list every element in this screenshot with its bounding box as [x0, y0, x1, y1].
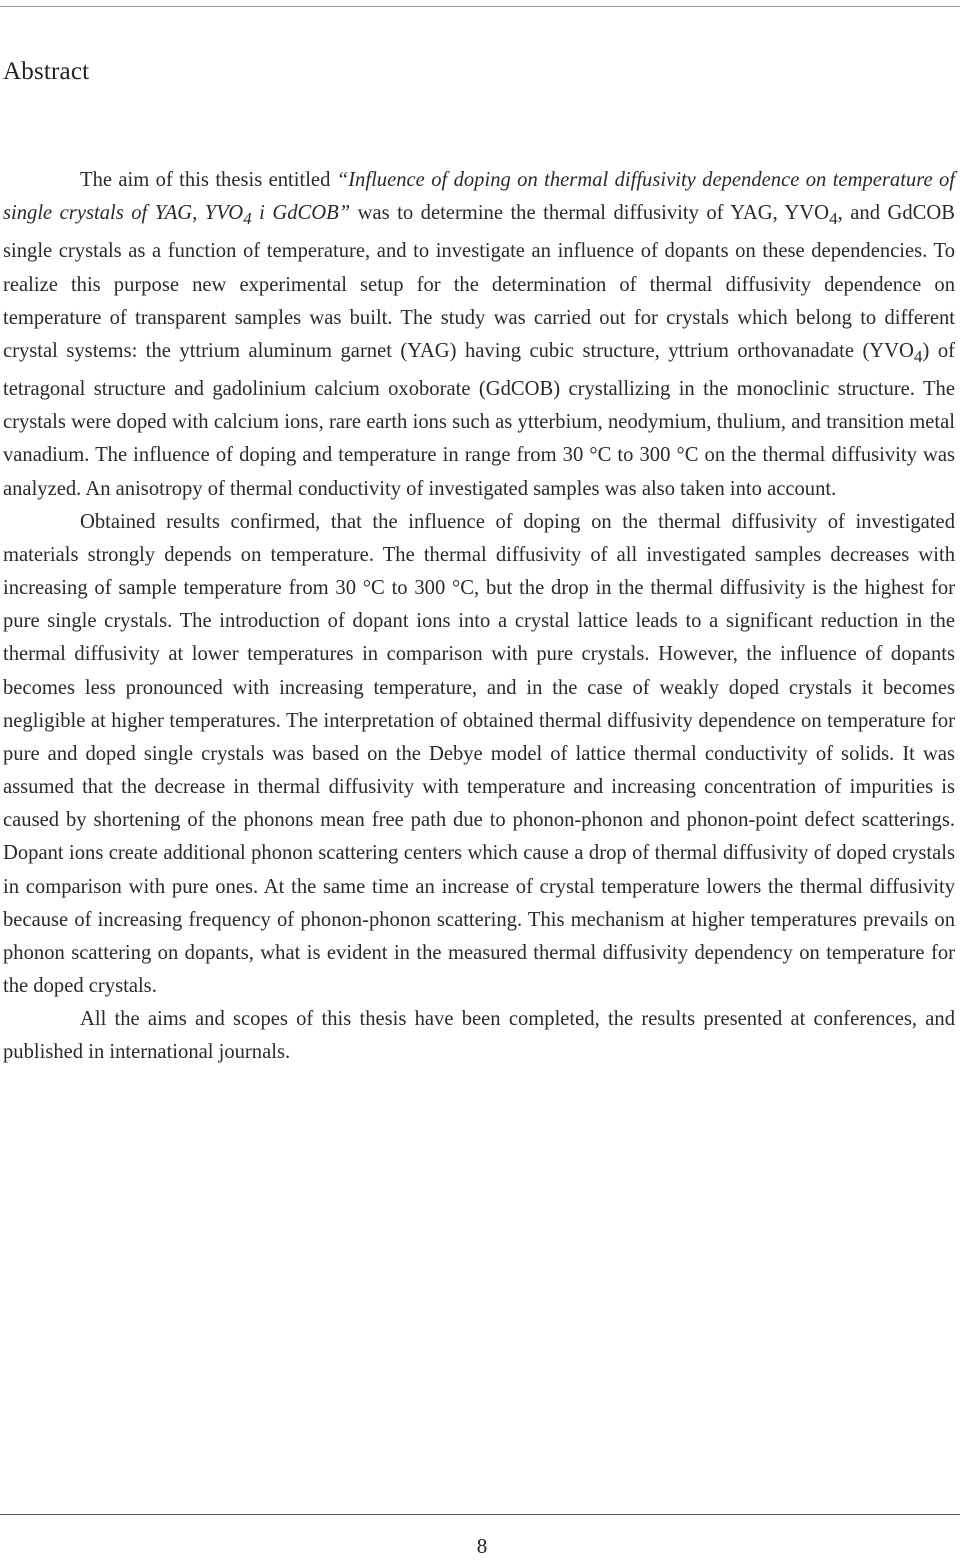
- abstract-paragraph-2: Obtained results confirmed, that the influence of doping on the thermal diffusivity of investigated materials strongly depends on temperature. The thermal diffusivity of all investigated samples decreases with increasing of sample temperature from 30 °C to 300 °C, but the drop in the thermal diffusivity is the highest for pure single crystals. The introduction of dopant ions into a crystal lattice leads to a significant reduction in the thermal diffusivity at lower temperatures in comparison with pure crystals. However, the influence of dopants becomes less pronounced with increasing temperature, and in the case of weakly doped crystals it becomes negligible at higher temperatures. The interpretation of obtained thermal diffusivity dependence on temperature for pure and doped single crystals was based on the Debye model of lattice thermal conductivity of solids. It was assumed that the decrease in thermal diffusivity with temperature and increasing concentration of impurities is caused by shortening of the phonons mean free path due to phonon-phonon and phonon-point defect scatterings. Dopant ions create additional phonon scattering centers which cause a drop of thermal diffusivity of doped crystals in comparison with pure ones. At the same time an increase of crystal temperature lowers the thermal diffusivity because of increasing frequency of phonon-phonon scattering. This mechanism at higher temperatures prevails on phonon scattering on dopants, what is evident in the measured thermal diffusivity dependency on temperature for the doped crystals.: [3, 510, 955, 997]
- page-title: Abstract: [3, 58, 90, 85]
- abstract-paragraph-1: [3, 164, 955, 506]
- paragraph-1-intro: The aim of this thesis entitled: [80, 169, 337, 191]
- paragraph-1-subscript-b: 4: [913, 347, 923, 366]
- abstract-body: [3, 164, 955, 1069]
- paragraph-1-text-c: ) of tetragonal structure and gadolinium calcium oxoborate (GdCOB) crystallizing in the monoclinic structure. The crystals were doped with calcium ions, rare earth ions such as ytterbium, neodymium, thulium, and transition metal vanadium. The influence of doping and temperature in range from 30 °C to 300 °C on the thermal diffusivity was analyzed. An anisotropy of thermal conductivity of investigated samples was also taken into account.: [3, 339, 955, 500]
- page-number: 8: [476, 1534, 488, 1558]
- paragraph-1-text-b: , and GdCOB single crystals as a function of temperature, and to investigate an influence of dopants on these dependencies. To realize this purpose new experimental setup for the determination of thermal diffusivity dependence on temperature of transparent samples was built. The study was carried out for crystals which belong to different crystal systems: the yttrium aluminum garnet (YAG) having cubic structure, yttrium orthovanadate (YVO: [3, 202, 955, 362]
- footer-rule: [0, 1514, 960, 1515]
- thesis-title-part-2: i GdCOB”: [251, 202, 351, 225]
- top-rule: [0, 6, 960, 7]
- paragraph-1-text-a: was to determine the thermal diffusivity of YAG, YVO: [350, 202, 830, 225]
- thesis-title-part-1: “Influence of doping on thermal diffusivity dependence on temperature of single crystals of YAG, YVO: [3, 169, 955, 225]
- paragraph-1-subscript-a: 4: [829, 209, 838, 229]
- abstract-paragraph-3: All the aims and scopes of this thesis have been completed, the results presented at conferences, and published in international journals.: [3, 1008, 955, 1064]
- thesis-title-subscript: 4: [243, 209, 252, 229]
